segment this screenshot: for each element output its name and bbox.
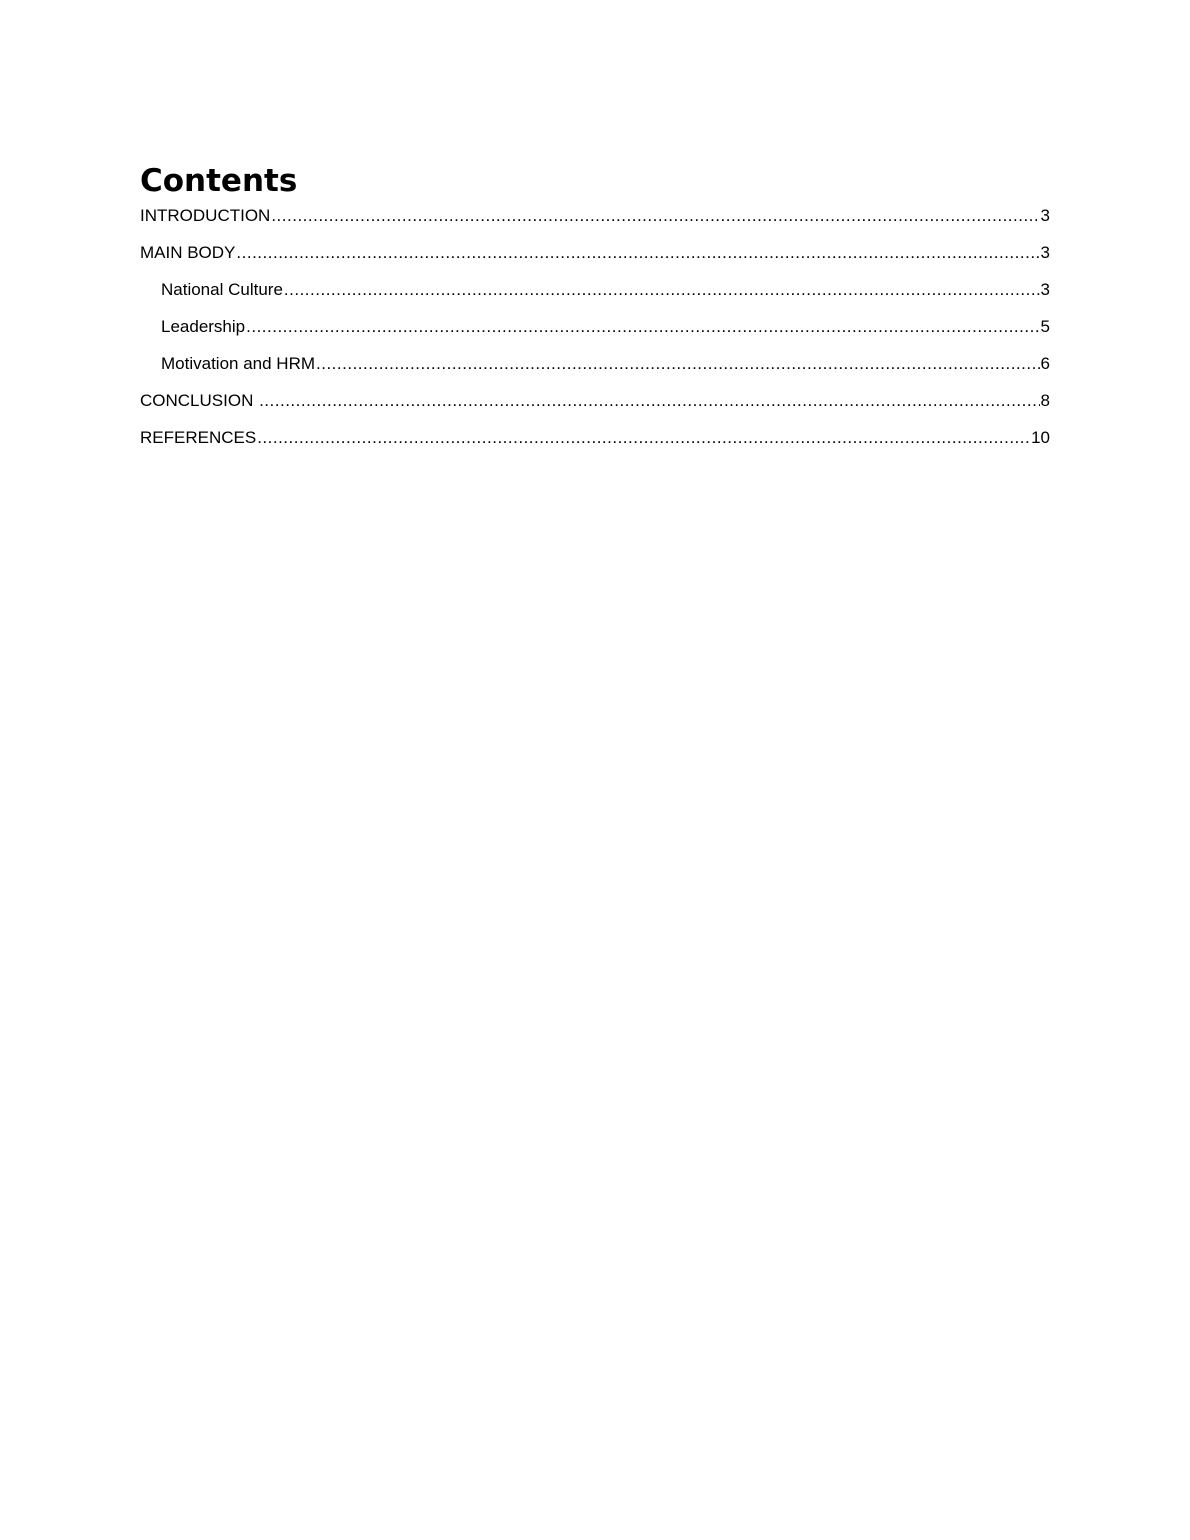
toc-entry-label: Motivation and HRM bbox=[161, 354, 316, 373]
toc-entry-introduction[interactable] bbox=[140, 202, 1050, 239]
toc-entry-page: 6 bbox=[1040, 354, 1050, 373]
dot-leader bbox=[316, 350, 1040, 377]
toc-entry-page: 3 bbox=[1040, 280, 1050, 299]
toc-entry-page: 8 bbox=[1040, 391, 1050, 410]
toc-entry-page: 3 bbox=[1040, 206, 1050, 225]
toc-entry-conclusion[interactable] bbox=[140, 387, 1050, 424]
toc-list bbox=[140, 202, 1050, 461]
dot-leader bbox=[284, 276, 1040, 303]
document-page bbox=[140, 160, 1050, 461]
toc-entry-page: 10 bbox=[1031, 428, 1050, 447]
toc-entry-page: 3 bbox=[1040, 243, 1050, 262]
toc-entry-label: INTRODUCTION bbox=[140, 206, 271, 225]
dot-leader bbox=[257, 424, 1030, 451]
toc-entry-label: Leadership bbox=[161, 317, 246, 336]
toc-entry-page: 5 bbox=[1040, 317, 1050, 336]
toc-title: Contents bbox=[140, 163, 298, 199]
toc-entry-label: MAIN BODY bbox=[140, 243, 236, 262]
dot-leader bbox=[259, 387, 1039, 414]
toc-entry-label: CONCLUSION bbox=[140, 391, 259, 410]
toc-entry-motivation-and-hrm[interactable] bbox=[140, 350, 1050, 387]
dot-leader bbox=[236, 239, 1039, 266]
toc-entry-label: REFERENCES bbox=[140, 428, 257, 447]
toc-entry-references[interactable] bbox=[140, 424, 1050, 461]
toc-entry-national-culture[interactable] bbox=[140, 276, 1050, 313]
dot-leader bbox=[246, 313, 1039, 340]
toc-entry-leadership[interactable] bbox=[140, 313, 1050, 350]
toc-entry-main-body[interactable] bbox=[140, 239, 1050, 276]
dot-leader bbox=[271, 202, 1039, 229]
toc-entry-label: National Culture bbox=[161, 280, 283, 299]
